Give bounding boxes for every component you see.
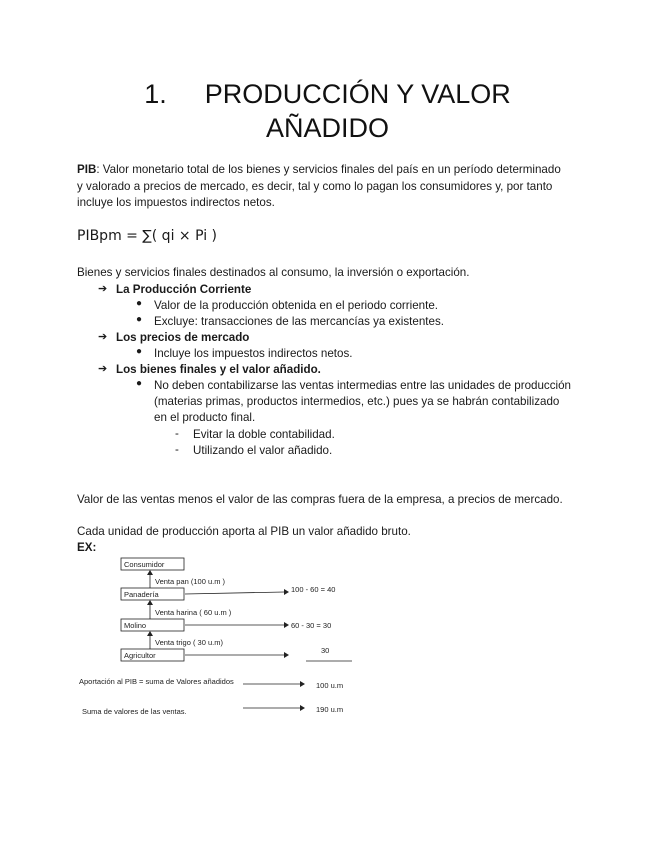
aportacion-value: 100 u.m <box>316 681 344 690</box>
arrow-icon: ➔ <box>98 331 108 343</box>
arrow-right-icon <box>284 652 289 658</box>
bullet-item: Excluye: transacciones de las mercancías ya existentes. <box>154 315 444 328</box>
value-added-definition: Valor de las ventas menos el valor de las compras fuera de la empresa, a precios de mercado. <box>77 493 563 506</box>
box-label: Molino <box>124 621 147 630</box>
dash-item: Utilizando el valor añadido. <box>193 444 333 457</box>
title-line1: PRODUCCIÓN Y VALOR <box>204 79 511 109</box>
suma-value: 190 u.m <box>316 705 344 714</box>
calc-label: 60 - 30 = 30 <box>291 621 332 630</box>
arrow-up-icon <box>147 631 153 636</box>
page-title-line2: AÑADIDO <box>265 113 390 143</box>
bullet-icon: ● <box>136 314 143 325</box>
arrow-right-icon <box>284 622 289 628</box>
bullet-item-cont: en el producto final. <box>154 411 256 424</box>
section-heading: La Producción Corriente <box>116 283 252 296</box>
bullet-item: No deben contabilizarse las ventas intermedias entre las unidades de producción <box>154 379 571 392</box>
bullet-icon: ● <box>136 378 143 389</box>
bullet-icon: ● <box>136 298 143 309</box>
arrow-right-icon <box>284 589 289 595</box>
dash-icon: - <box>175 443 179 456</box>
box-label: Agricultor <box>124 651 156 660</box>
intro-text: Bienes y servicios finales destinados al consumo, la inversión o exportación. <box>77 266 470 279</box>
bullet-item-cont: (materias primas, productos intermedios, etc.) pues ya se habrán contabilizado <box>154 395 560 408</box>
pib-def-line2: y valorado a precios de mercado, es decir, tal y como lo pagan los consumidores y, por tanto <box>77 179 553 193</box>
sale-label: Venta trigo ( 30 u.m) <box>155 638 223 647</box>
box-label: Panadería <box>124 590 159 599</box>
dash-item: Evitar la doble contabilidad. <box>193 428 335 441</box>
calc-label: 100 - 60 = 40 <box>291 585 336 594</box>
calc-label: 30 <box>321 646 330 655</box>
ex-label: EX: <box>77 541 97 554</box>
section-heading: Los precios de mercado <box>116 331 250 344</box>
bullet-icon: ● <box>136 346 143 357</box>
pib-def-line1: : Valor monetario total de los bienes y servicios finales del país en un período determinado <box>96 163 561 176</box>
cada-unidad-text: Cada unidad de producción aporta al PIB un valor añadido bruto. <box>77 525 411 538</box>
arrow-icon: ➔ <box>98 283 108 295</box>
pib-formula: PIBpm = ∑( qi × Pi ) <box>77 228 218 244</box>
bullet-item: Incluye los impuestos indirectos netos. <box>154 347 353 360</box>
arrow-up-icon <box>147 600 153 605</box>
aportacion-label: Aportación al PIB = suma de Valores añadidos <box>79 677 234 686</box>
pib-term: PIB <box>77 163 97 176</box>
sale-label: Venta pan (100 u.m ) <box>155 577 226 586</box>
arrow-right-icon <box>300 705 305 711</box>
arrow-right-icon <box>300 681 305 687</box>
dash-icon: - <box>175 427 179 440</box>
title-number: 1. <box>144 79 167 109</box>
box-label: Consumidor <box>124 560 165 569</box>
section-heading: Los bienes finales y el valor añadido. <box>116 363 321 376</box>
sale-label: Venta harina ( 60 u.m ) <box>155 608 232 617</box>
arrow-icon: ➔ <box>98 363 108 375</box>
bullet-item: Valor de la producción obtenida en el periodo corriente. <box>154 299 439 312</box>
pib-def-line3: incluye los impuestos indirectos netos. <box>77 196 275 209</box>
suma-label: Suma de valores de las ventas. <box>82 707 187 716</box>
arrow-up-icon <box>147 570 153 575</box>
